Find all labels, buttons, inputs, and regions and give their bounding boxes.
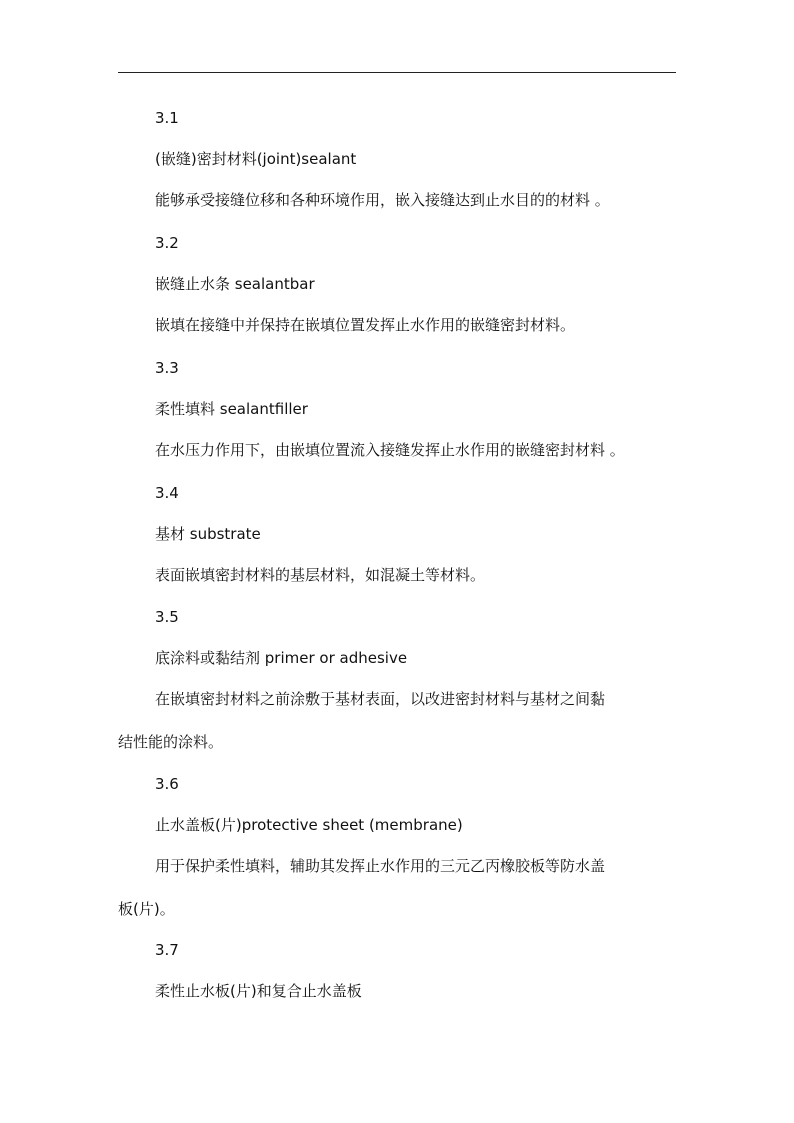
term-definition-continued: 板(片)。 bbox=[118, 900, 175, 918]
term-heading: 底涂料或黏结剂 primer or adhesive bbox=[155, 649, 408, 667]
section-number: 3.5 bbox=[155, 608, 179, 626]
term-definition: 能够承受接缝位移和各种环境作用，嵌入接缝达到止水目的的材料 。 bbox=[155, 191, 610, 209]
term-heading: (嵌缝)密封材料(joint)sealant bbox=[155, 150, 357, 168]
section-number: 3.2 bbox=[155, 234, 179, 252]
section-number: 3.3 bbox=[155, 359, 179, 377]
section-number: 3.4 bbox=[155, 484, 179, 502]
term-definition: 嵌填在接缝中并保持在嵌填位置发挥止水作用的嵌缝密封材料。 bbox=[155, 316, 576, 334]
term-heading: 基材 substrate bbox=[155, 525, 261, 543]
term-heading: 柔性止水板(片)和复合止水盖板 bbox=[155, 982, 362, 1000]
term-heading: 嵌缝止水条 sealantbar bbox=[155, 275, 315, 293]
term-definition: 用于保护柔性填料，辅助其发挥止水作用的三元乙丙橡胶板等防水盖 bbox=[155, 857, 606, 875]
section-number: 3.7 bbox=[155, 941, 179, 959]
section-number: 3.6 bbox=[155, 775, 179, 793]
term-heading: 止水盖板(片)protective sheet (membrane) bbox=[155, 816, 463, 834]
term-definition: 在嵌填密封材料之前涂敷于基材表面，以改进密封材料与基材之间黏 bbox=[155, 690, 606, 708]
term-definition-continued: 结性能的涂料。 bbox=[118, 733, 224, 751]
header-rule bbox=[118, 72, 676, 73]
term-definition: 在水压力作用下，由嵌填位置流入接缝发挥止水作用的嵌缝密封材料 。 bbox=[155, 441, 625, 459]
section-number: 3.1 bbox=[155, 109, 179, 127]
term-definition: 表面嵌填密封材料的基层材料，如混凝土等材料。 bbox=[155, 566, 486, 584]
term-heading: 柔性填料 sealantfiller bbox=[155, 400, 308, 418]
